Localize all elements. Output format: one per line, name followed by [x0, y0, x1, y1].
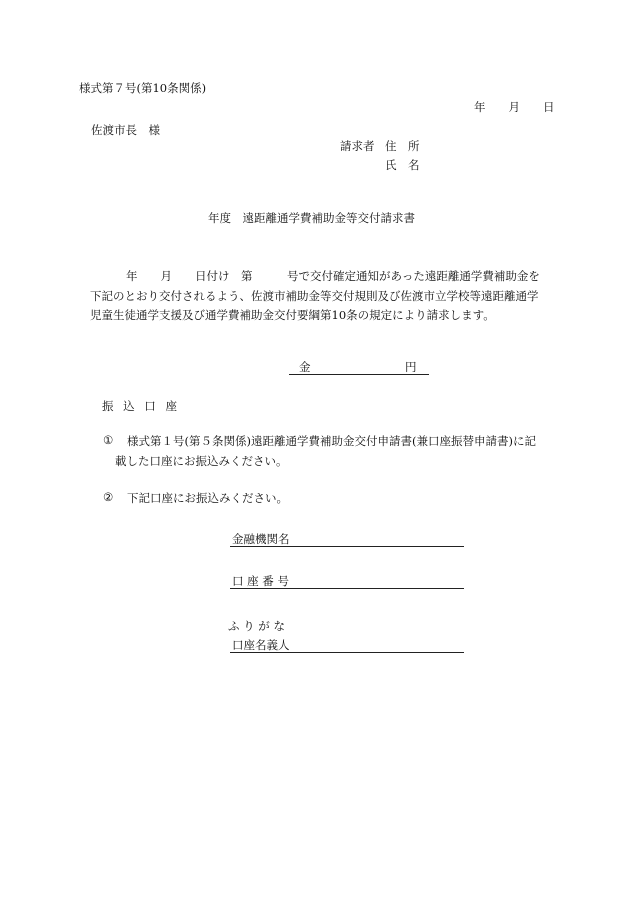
- institution-label: 金融機関名: [232, 532, 290, 546]
- account-holder-field: [230, 637, 464, 653]
- addressee: 佐渡市長 様: [91, 123, 160, 137]
- option2-marker: ②: [103, 490, 114, 504]
- requester-label: 請求者: [340, 139, 375, 153]
- requester-name-label: 氏 名: [385, 158, 420, 172]
- option1-text-line1: 様式第１号(第５条関係)遠距離通学費補助金交付申請書(兼口座振替申請書)に記: [127, 434, 536, 448]
- account-holder-label: 口座名義人: [232, 638, 290, 652]
- requester-address-label: 住 所: [385, 139, 420, 153]
- account-number-field: [230, 573, 464, 589]
- option1-text-line2: 載した口座にお振込みください。: [115, 454, 288, 468]
- furigana-label: ふ り が な: [228, 619, 285, 633]
- option2-text: 下記口座にお振込みください。: [127, 491, 288, 505]
- body-line-2: 下記のとおり交付されるよう、佐渡市補助金等交付規則及び佐渡市立学校等遠距離通学: [90, 289, 539, 303]
- option1-marker: ①: [103, 433, 114, 447]
- amount-suffix: 円: [405, 360, 417, 374]
- body-line-1: 年 月 日付け 第 号で交付確定通知があった遠距離通学費補助金を: [126, 269, 540, 283]
- body-line-3: 児童生徒通学支援及び通学費補助金交付要綱第10条の規定により請求します。: [90, 308, 495, 322]
- institution-field: [230, 531, 464, 547]
- account-number-label: 口 座 番 号: [232, 574, 289, 588]
- amount-line: [289, 359, 429, 375]
- transfer-heading: 振 込 口 座: [102, 399, 180, 413]
- document-title: 年度 遠距離通学費補助金等交付請求書: [208, 211, 415, 225]
- date-line: 年 月 日: [474, 100, 555, 114]
- amount-prefix: 金: [299, 360, 311, 374]
- form-number: 様式第７号(第10条関係): [79, 81, 207, 95]
